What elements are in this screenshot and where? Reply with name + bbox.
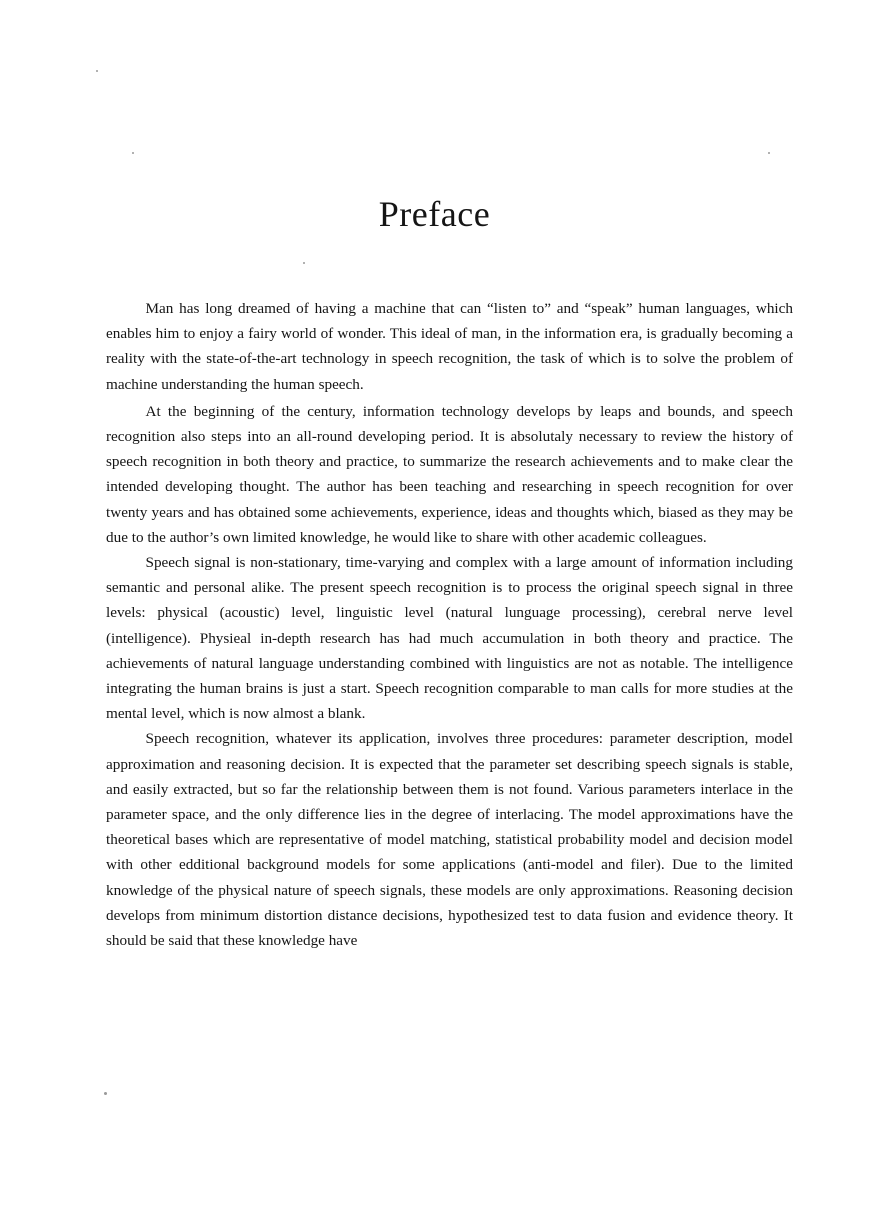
paragraph: At the beginning of the century, information technology develops by leaps and bounds, and speech recognition also steps into an all-round developing period. It is absolutaly necessary to review the history of speech recognition in both theory and practice, to summarize the research achievements and to make clear the intended developing thought. The author has been teaching and researching in speech recognition for over twenty years and has obtained some achievements, experience, ideas and thoughts which, biased as they may be due to the author’s own limited knowledge, he would like to share with other academic colleagues. [106,402,793,546]
preface-body [106,296,793,953]
scan-speck [303,262,305,264]
scan-speck [768,152,770,154]
scan-speck [104,1092,107,1095]
paragraph: Man has long dreamed of having a machine that can “listen to” and “speak” human languages, which enables him to enjoy a fairy world of wonder. This ideal of man, in the information era, is gradually becoming a reality with the state-of-the-art technology in speech recognition, the task of which is to solve the problem of machine understanding the human speech. [106,300,793,393]
scan-speck [132,152,134,154]
scan-speck [96,70,98,72]
paragraph: Speech recognition, whatever its application, involves three procedures: parameter description, model approximation and reasoning decision. It is expected that the parameter set describing speech signals is stable, and easily extracted, but so far the relationship between them is not found. Various parameters interlace in the parameter space, and the only difference lies in the degree of interlacing. The model approximations have the theoretical bases which are representative of model matching, statistical probability model and decision model with other edditional background models for some applications (anti-model and filer). Due to the limited knowledge of the physical nature of speech signals, these models are only approximations. Reasoning decision develops from minimum distortion distance decisions, hypothesized test to data fusion and evidence theory. It should be said that these knowledge have [106,730,793,950]
page-title: Preface [378,194,491,234]
paragraph: Speech signal is non-stationary, time-varying and complex with a large amount of information including semantic and personal alike. The present speech recognition is to process the original speech signal in three levels: physical (acoustic) level, linguistic level (natural lunguage processing), cerebral nerve level (intelligence). Physieal in-depth research has had much accumulation in both theory and practice. The achievements of natural language understanding combined with linguistics are not as notable. The intelligence integrating the human brains is just a start. Speech recognition comparable to man calls for more studies at the mental level, which is now almost a blank. [106,554,793,723]
